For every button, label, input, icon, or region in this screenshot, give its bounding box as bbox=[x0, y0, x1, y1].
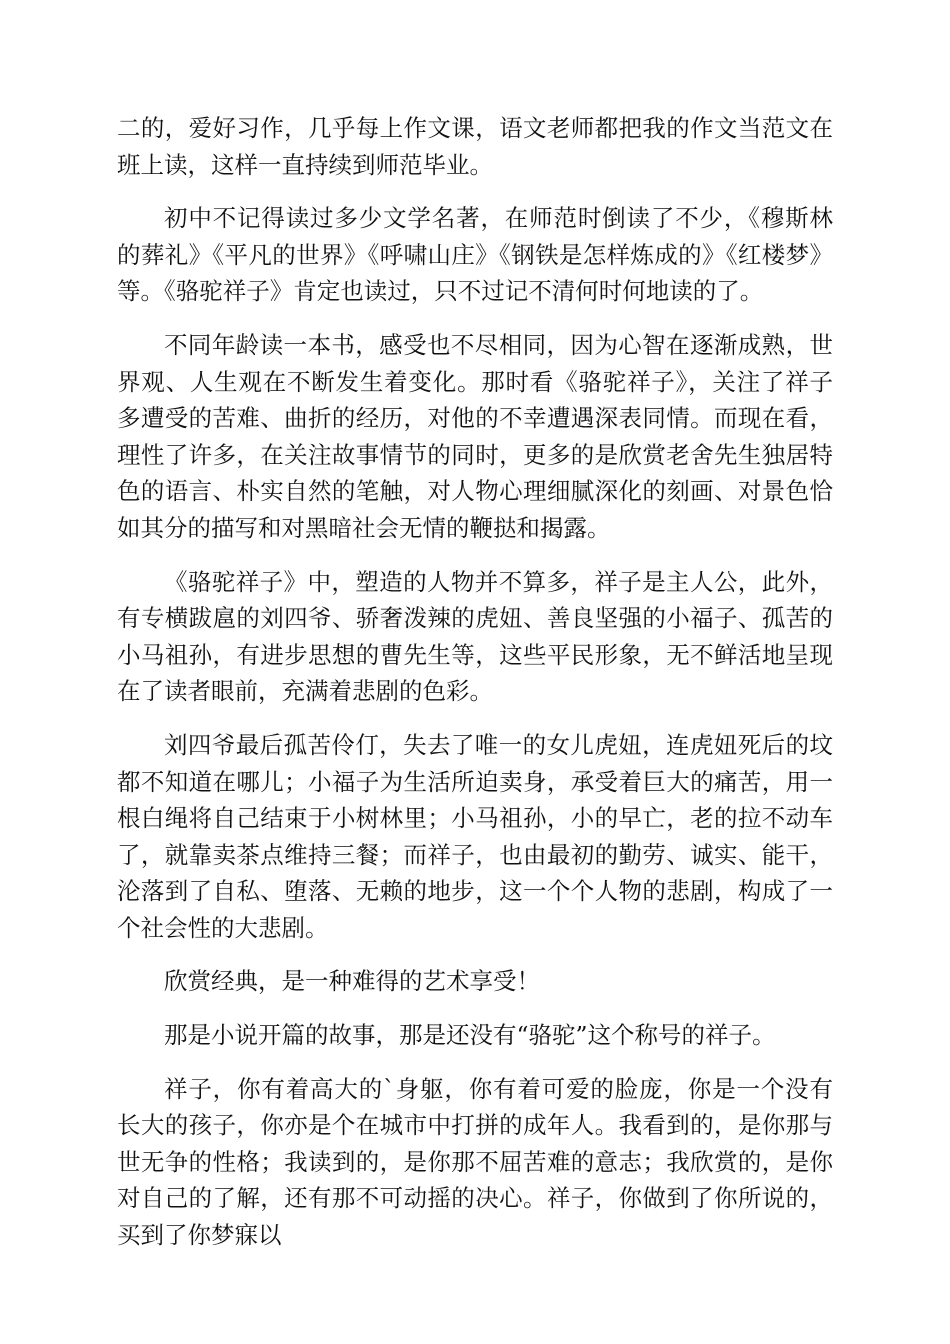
paragraph-2: 初中不记得读过多少文学名著，在师范时倒读了不少，《穆斯林的葬礼》《平凡的世界》《呼啸山庄》《钢铁是怎样炼成的》《红楼梦》等。《骆驼祥子》肯定也读过，只不过记不清何时何地读的了。 bbox=[117, 204, 833, 306]
document-page bbox=[117, 110, 833, 1271]
paragraph-7: 那是小说开篇的故事，那是还没有“骆驼”这个称号的祥子。 bbox=[164, 1021, 776, 1050]
paragraph-1: 二的，爱好习作，几乎每上作文课，语文老师都把我的作文当范文在班上读，这样一直持续到师范毕业。 bbox=[117, 114, 833, 179]
paragraph-5: 刘四爷最后孤苦伶仃，失去了唯一的女儿虎妞，连虎妞死后的坟都不知道在哪儿；小福子为生活所迫卖身，承受着巨大的痛苦，用一根白绳将自己结束于小树林里；小马祖孙，小的早亡，老的拉不动车了，就靠卖茶点维持三餐；而祥子，也由最初的勤劳、诚实、能干，沦落到了自私、堕落、无赖的地步，这一个个人物的悲剧，构成了一个社会性的大悲剧。 bbox=[117, 730, 833, 942]
paragraph-4: 《骆驼祥子》中，塑造的人物并不算多，祥子是主人公，此外，有专横跋扈的刘四爷、骄奢泼辣的虎妞、善良坚强的小福子、孤苦的小马祖孙，有进步思想的曹先生等，这些平民形象，无不鲜活地呈现在了读者眼前，充满着悲剧的色彩。 bbox=[117, 567, 833, 706]
paragraph-3: 不同年龄读一本书，感受也不尽相同，因为心智在逐渐成熟，世界观、人生观在不断发生着变化。那时看《骆驼祥子》，关注了祥子多遭受的苦难、曲折的经历，对他的不幸遭遇深表同情。而现在看，理性了许多，在关注故事情节的同时，更多的是欣赏老舍先生独居特色的语言、朴实自然的笔触，对人物心理细腻深化的刻画、对景色恰如其分的描写和对黑暗社会无情的鞭挞和揭露。 bbox=[117, 330, 833, 542]
paragraph-8: 祥子，你有着高大的`身躯，你有着可爱的脸庞，你是一个没有长大的孩子，你亦是个在城市中打拼的成年人。我看到的，是你那与世无争的性格；我读到的，是你那不屈苦难的意志；我欣赏的，是你对自己的了解，还有那不可动摇的决心。祥子，你做到了你所说的，买到了你梦寐以 bbox=[117, 1074, 833, 1250]
paragraph-6: 欣赏经典，是一种难得的艺术享受！ bbox=[164, 967, 540, 996]
